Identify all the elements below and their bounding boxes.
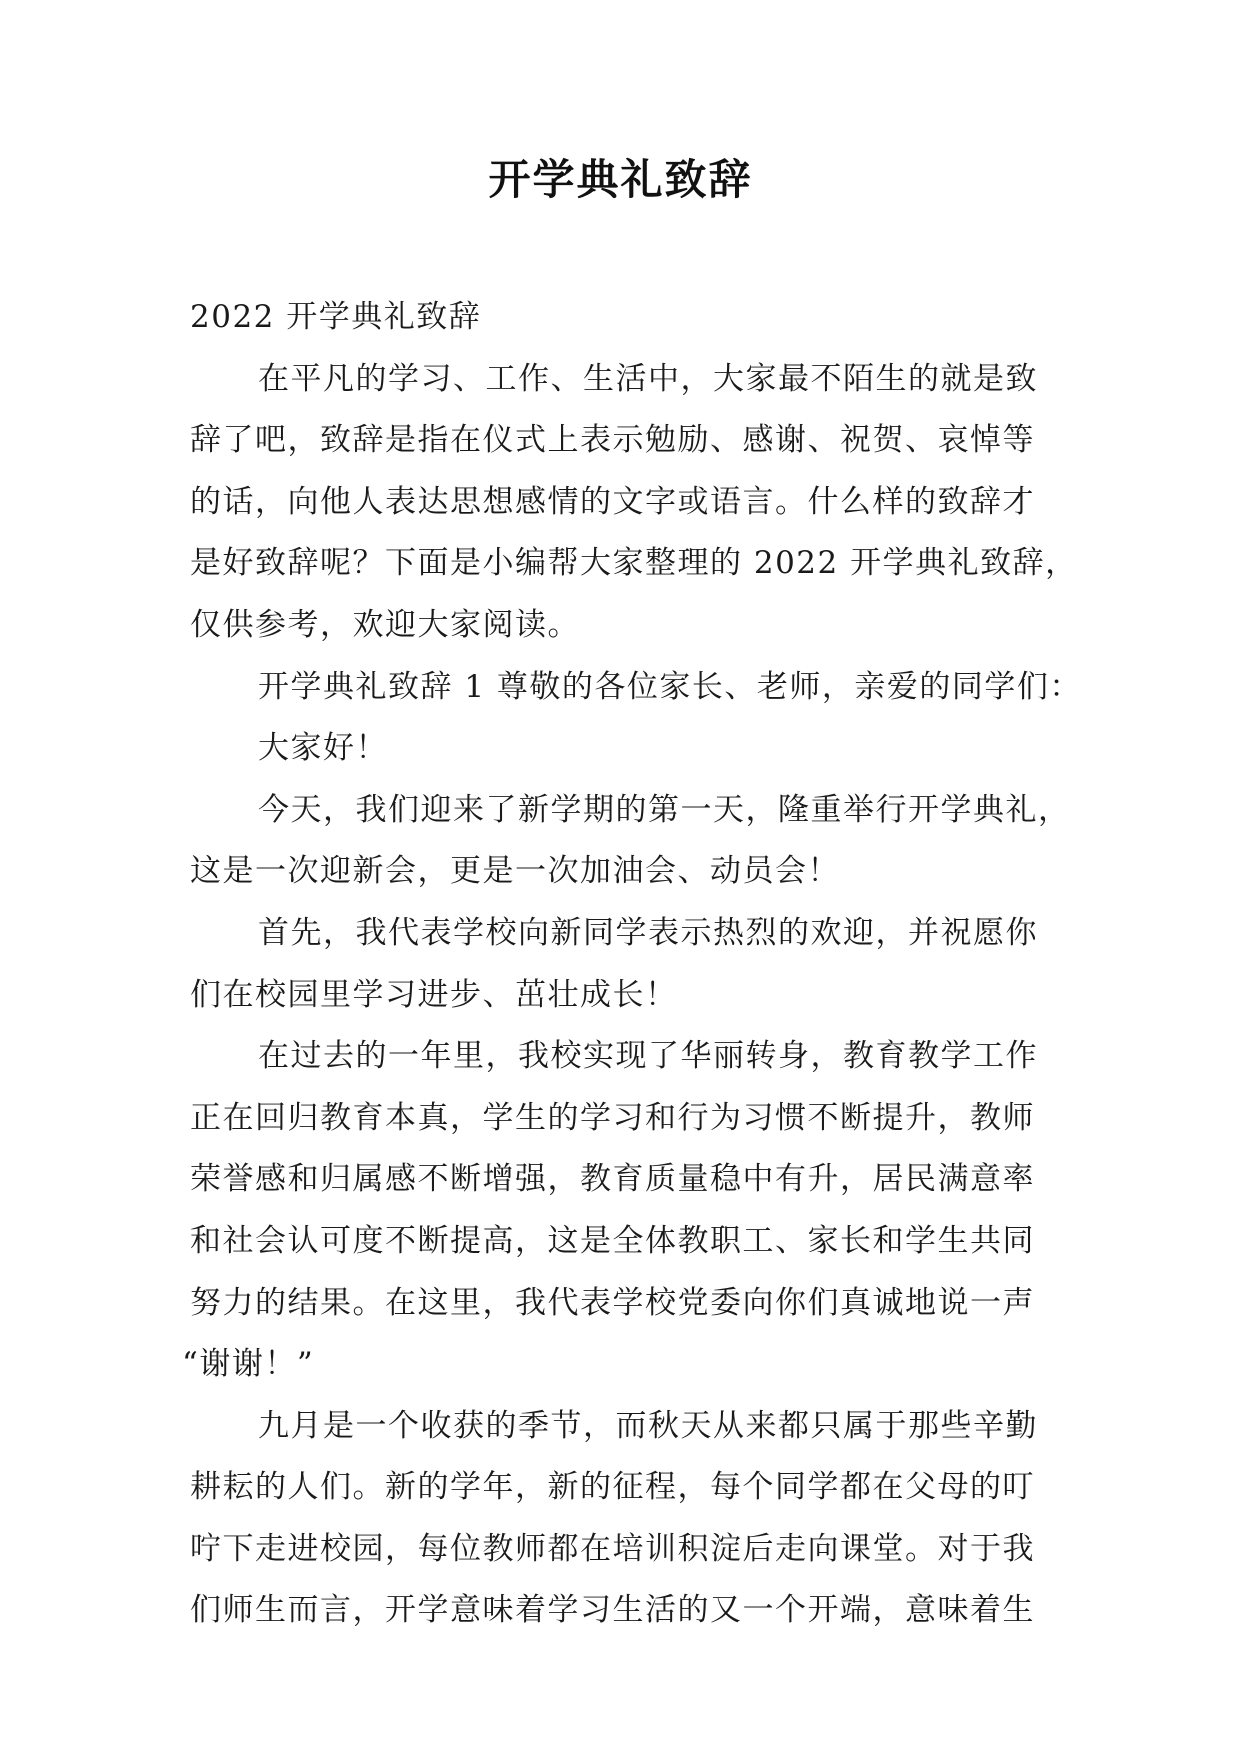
- text-line: “谢谢！”: [182, 1346, 315, 1383]
- document-title: 开学典礼致辞: [488, 155, 753, 204]
- text-line: 首先，我代表学校向新同学表示热烈的欢迎，并祝愿你: [258, 914, 1038, 951]
- text-line: 荣誉感和归属感不断增强，教育质量稳中有升，居民满意率: [190, 1161, 1035, 1198]
- text-line: 九月是一个收获的季节，而秋天从来都只属于那些辛勤: [258, 1407, 1038, 1444]
- text-line: 在过去的一年里，我校实现了华丽转身，教育教学工作: [258, 1038, 1038, 1075]
- text-line: 在平凡的学习、工作、生活中，大家最不陌生的就是致: [258, 360, 1038, 397]
- text-line: 们师生而言，开学意味着学习生活的又一个开端，意味着生: [190, 1592, 1035, 1629]
- text-line: 开学典礼致辞 1 尊敬的各位家长、老师，亲爱的同学们：: [258, 668, 1082, 705]
- text-line: 的话，向他人表达思想感情的文字或语言。什么样的致辞才: [190, 483, 1035, 520]
- document-body: [182, 287, 1082, 1642]
- text-line: 大家好！: [258, 730, 388, 767]
- text-line: 们在校园里学习进步、茁壮成长！: [190, 976, 678, 1013]
- text-line: 辞了吧，致辞是指在仪式上表示勉励、感谢、祝贺、哀悼等: [190, 422, 1035, 459]
- text-line: 和社会认可度不断提高，这是全体教职工、家长和学生共同: [190, 1222, 1035, 1259]
- text-line: 是好致辞呢？下面是小编帮大家整理的 2022 开学典礼致辞，: [190, 545, 1078, 582]
- text-line: 咛下走进校园，每位教师都在培训积淀后走向课堂。对于我: [190, 1530, 1035, 1567]
- text-line: 耕耘的人们。新的学年，新的征程，每个同学都在父母的叮: [190, 1469, 1035, 1506]
- text-line: 正在回归教育本真，学生的学习和行为习惯不断提升，教师: [190, 1099, 1035, 1136]
- text-line: 仅供参考，欢迎大家阅读。: [190, 606, 580, 643]
- text-line: 今天，我们迎来了新学期的第一天，隆重举行开学典礼，: [258, 791, 1071, 828]
- text-line: 努力的结果。在这里，我代表学校党委向你们真诚地说一声: [190, 1284, 1035, 1321]
- text-line: 2022 开学典礼致辞: [190, 299, 482, 335]
- text-line: 这是一次迎新会，更是一次加油会、动员会！: [190, 853, 840, 890]
